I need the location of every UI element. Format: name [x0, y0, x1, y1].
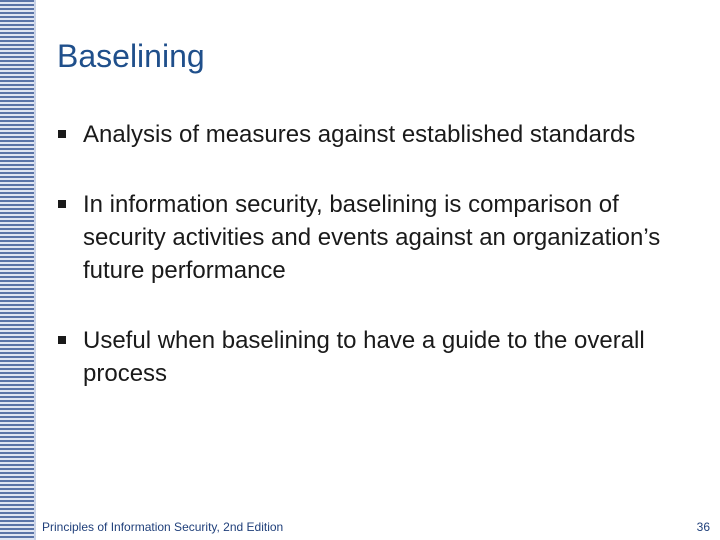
- bullet-item: [57, 324, 707, 390]
- square-bullet-icon: [58, 200, 66, 208]
- square-bullet-icon: [58, 130, 66, 138]
- bullet-item: [57, 118, 707, 151]
- square-bullet-icon: [58, 336, 66, 344]
- bullet-list: [57, 118, 707, 427]
- bullet-text: Useful when baselining to have a guide to the overall process: [83, 327, 645, 387]
- bullet-text: In information security, baselining is comparison of security activities and events against an organization’s future performance: [83, 191, 661, 284]
- bullet-text: Analysis of measures against established standards: [83, 121, 636, 148]
- footer-source: Principles of Information Security, 2nd Edition: [42, 520, 284, 534]
- slide-title: Baselining: [57, 38, 205, 74]
- bullet-item: [57, 188, 707, 287]
- decorative-stripe: [0, 0, 36, 540]
- stripe-edge: [34, 0, 36, 540]
- page-number: 36: [696, 520, 710, 534]
